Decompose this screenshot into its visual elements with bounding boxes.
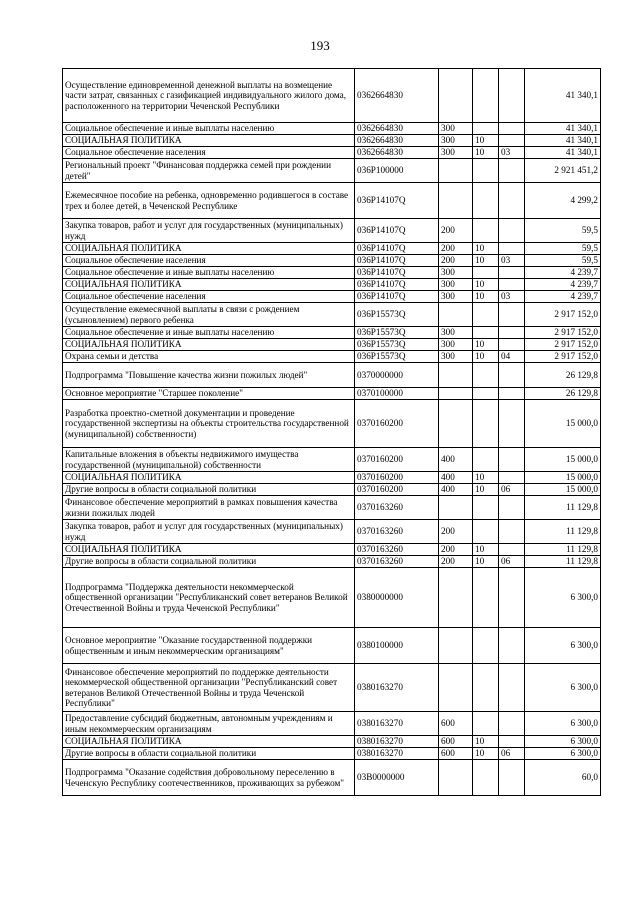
row-amount: 26 129,8	[525, 388, 601, 400]
row-section	[473, 568, 499, 628]
row-section	[473, 183, 499, 219]
row-amount: 6 300,0	[525, 748, 601, 760]
row-code: 03В0000000	[355, 760, 439, 796]
row-code: 036P14107Q	[355, 267, 439, 279]
row-name: Региональный проект "Финансовая поддержка семей при рождении детей"	[63, 159, 355, 183]
row-expense-group: 300	[439, 267, 473, 279]
row-subsection	[499, 303, 525, 327]
row-expense-group	[439, 664, 473, 712]
row-subsection	[499, 400, 525, 448]
row-amount: 11 129,8	[525, 496, 601, 520]
row-code: 0370160200	[355, 484, 439, 496]
row-subsection	[499, 279, 525, 291]
row-amount: 15 000,0	[525, 400, 601, 448]
row-amount: 4 239,7	[525, 279, 601, 291]
table-row	[63, 496, 601, 520]
row-subsection	[499, 123, 525, 135]
row-expense-group: 300	[439, 279, 473, 291]
row-name: СОЦИАЛЬНАЯ ПОЛИТИКА	[63, 243, 355, 255]
row-name: Социальное обеспечение населения	[63, 255, 355, 267]
table-row	[63, 544, 601, 556]
row-amount: 59,5	[525, 243, 601, 255]
row-subsection	[499, 243, 525, 255]
row-amount: 4 239,7	[525, 291, 601, 303]
row-code: 0370160200	[355, 448, 439, 472]
row-code: 0370163260	[355, 496, 439, 520]
row-section	[473, 327, 499, 339]
row-name: Другие вопросы в области социальной политики	[63, 484, 355, 496]
row-subsection	[499, 327, 525, 339]
row-expense-group	[439, 183, 473, 219]
row-section: 10	[473, 147, 499, 159]
row-code: 0380163270	[355, 748, 439, 760]
row-section: 10	[473, 736, 499, 748]
row-amount: 41 340,1	[525, 69, 601, 123]
row-expense-group: 300	[439, 135, 473, 147]
row-section: 10	[473, 243, 499, 255]
row-name: Подпрограмма "Оказание содействия добровольному переселению в Чеченскую Республику соотечественников, проживающих за рубежом"	[63, 760, 355, 796]
row-section	[473, 123, 499, 135]
table-row	[63, 303, 601, 327]
row-code: 036P15573Q	[355, 303, 439, 327]
row-name: Социальное обеспечение и иные выплаты населению	[63, 327, 355, 339]
row-section: 10	[473, 351, 499, 363]
row-code: 036P14107Q	[355, 255, 439, 267]
row-section: 10	[473, 748, 499, 760]
row-name: Другие вопросы в области социальной политики	[63, 748, 355, 760]
row-expense-group	[439, 760, 473, 796]
row-amount: 2 917 152,0	[525, 327, 601, 339]
row-amount: 6 300,0	[525, 712, 601, 736]
table-row	[63, 123, 601, 135]
row-subsection: 06	[499, 484, 525, 496]
row-amount: 11 129,8	[525, 544, 601, 556]
row-section: 10	[473, 279, 499, 291]
row-subsection	[499, 219, 525, 243]
row-code: 036P14107Q	[355, 243, 439, 255]
row-expense-group	[439, 69, 473, 123]
row-name: Охрана семьи и детства	[63, 351, 355, 363]
row-expense-group: 600	[439, 712, 473, 736]
row-name: Осуществление единовременной денежной выплаты на возмещение части затрат, связанных с газификацией индивидуального жилого дома, расположенного на территории Чеченской Республики	[63, 69, 355, 123]
row-amount: 60,0	[525, 760, 601, 796]
row-section	[473, 69, 499, 123]
row-name: СОЦИАЛЬНАЯ ПОЛИТИКА	[63, 544, 355, 556]
row-expense-group: 200	[439, 556, 473, 568]
row-name: СОЦИАЛЬНАЯ ПОЛИТИКА	[63, 736, 355, 748]
row-amount: 2 917 152,0	[525, 351, 601, 363]
row-code: 0380100000	[355, 628, 439, 664]
row-amount: 11 129,8	[525, 556, 601, 568]
row-subsection	[499, 496, 525, 520]
row-expense-group	[439, 400, 473, 448]
row-subsection	[499, 183, 525, 219]
row-section	[473, 628, 499, 664]
row-name: Разработка проектно-сметной документации и проведение государственной экспертизы на объекты строительства государственной (муниципальной) собственности)	[63, 400, 355, 448]
row-expense-group	[439, 388, 473, 400]
row-subsection: 03	[499, 291, 525, 303]
row-expense-group: 200	[439, 255, 473, 267]
row-code: 0380163270	[355, 736, 439, 748]
row-name: СОЦИАЛЬНАЯ ПОЛИТИКА	[63, 135, 355, 147]
table-row	[63, 351, 601, 363]
row-name: Основное мероприятие "Оказание государственной поддержки общественным и иным некоммерческим организациям"	[63, 628, 355, 664]
table-row	[63, 520, 601, 544]
row-name: СОЦИАЛЬНАЯ ПОЛИТИКА	[63, 472, 355, 484]
row-name: Финансовое обеспечение мероприятий по поддержке деятельности некоммерческой общественной организации "Республиканский совет ветеранов Великой Отечественной Войны и труда Чеченской Республики"	[63, 664, 355, 712]
row-subsection	[499, 159, 525, 183]
row-name: СОЦИАЛЬНАЯ ПОЛИТИКА	[63, 339, 355, 351]
row-section: 10	[473, 255, 499, 267]
row-subsection	[499, 388, 525, 400]
table-row	[63, 472, 601, 484]
row-name: Ежемесячное пособие на ребенка, одновременно родившегося в составе трех и более детей, в Чеченской Республике	[63, 183, 355, 219]
row-section	[473, 303, 499, 327]
row-name: Закупка товаров, работ и услуг для государственных (муниципальных) нужд	[63, 520, 355, 544]
row-section	[473, 400, 499, 448]
row-code: 0370163260	[355, 520, 439, 544]
row-expense-group	[439, 363, 473, 388]
row-amount: 41 340,1	[525, 135, 601, 147]
row-amount: 2 917 152,0	[525, 339, 601, 351]
row-expense-group: 300	[439, 123, 473, 135]
table-row	[63, 400, 601, 448]
row-subsection	[499, 760, 525, 796]
row-subsection	[499, 520, 525, 544]
row-expense-group	[439, 303, 473, 327]
row-name: Осуществление ежемесячной выплаты в связи с рождением (усыновлением) первого ребенка	[63, 303, 355, 327]
row-subsection	[499, 448, 525, 472]
row-code: 036P14107Q	[355, 279, 439, 291]
table-row	[63, 159, 601, 183]
row-name: Подпрограмма "Повышение качества жизни пожилых людей"	[63, 363, 355, 388]
row-code: 0380163270	[355, 664, 439, 712]
table-row	[63, 448, 601, 472]
budget-table-body	[63, 69, 601, 796]
row-amount: 41 340,1	[525, 123, 601, 135]
row-subsection	[499, 135, 525, 147]
row-code: 0370100000	[355, 388, 439, 400]
row-amount: 11 129,8	[525, 520, 601, 544]
table-row	[63, 484, 601, 496]
row-section: 10	[473, 472, 499, 484]
row-amount: 6 300,0	[525, 568, 601, 628]
row-amount: 6 300,0	[525, 736, 601, 748]
row-subsection	[499, 69, 525, 123]
row-amount: 59,5	[525, 219, 601, 243]
row-expense-group: 200	[439, 243, 473, 255]
row-expense-group: 400	[439, 484, 473, 496]
row-code: 0370160200	[355, 472, 439, 484]
table-row	[63, 147, 601, 159]
row-code: 036P14107Q	[355, 219, 439, 243]
row-expense-group: 300	[439, 147, 473, 159]
row-code: 0362664830	[355, 69, 439, 123]
row-amount: 15 000,0	[525, 448, 601, 472]
row-amount: 15 000,0	[525, 484, 601, 496]
row-expense-group: 200	[439, 544, 473, 556]
row-section: 10	[473, 544, 499, 556]
table-row	[63, 279, 601, 291]
row-section: 10	[473, 339, 499, 351]
row-name: Капитальные вложения в объекты недвижимого имущества государственной (муниципальной) собственности	[63, 448, 355, 472]
row-name: Подпрограмма "Поддержка деятельности некоммерческой общественной организации "Республиканский совет ветеранов Великой Отечественной Войны и труда Чеченской Республики"	[63, 568, 355, 628]
row-subsection	[499, 339, 525, 351]
table-row	[63, 69, 601, 123]
row-amount: 2 921 451,2	[525, 159, 601, 183]
row-code: 036P14107Q	[355, 183, 439, 219]
row-code: 036P15573Q	[355, 351, 439, 363]
row-name: Другие вопросы в области социальной политики	[63, 556, 355, 568]
row-section	[473, 496, 499, 520]
row-expense-group: 400	[439, 472, 473, 484]
row-code: 0370163260	[355, 556, 439, 568]
row-code: 0370163260	[355, 544, 439, 556]
row-subsection	[499, 363, 525, 388]
row-subsection: 06	[499, 748, 525, 760]
row-name: Закупка товаров, работ и услуг для государственных (муниципальных) нужд	[63, 219, 355, 243]
row-code: 036P15573Q	[355, 339, 439, 351]
row-expense-group: 300	[439, 351, 473, 363]
table-row	[63, 556, 601, 568]
row-amount: 6 300,0	[525, 664, 601, 712]
row-amount: 59,5	[525, 255, 601, 267]
row-amount: 15 000,0	[525, 472, 601, 484]
row-section: 10	[473, 135, 499, 147]
row-name: Основное мероприятие "Старшее поколение"	[63, 388, 355, 400]
row-subsection	[499, 664, 525, 712]
table-row	[63, 748, 601, 760]
table-row	[63, 339, 601, 351]
row-subsection: 04	[499, 351, 525, 363]
row-expense-group	[439, 568, 473, 628]
table-row	[63, 267, 601, 279]
row-subsection	[499, 544, 525, 556]
row-section	[473, 520, 499, 544]
budget-table	[62, 68, 601, 796]
row-section	[473, 712, 499, 736]
table-row	[63, 291, 601, 303]
row-subsection: 03	[499, 255, 525, 267]
row-code: 0370000000	[355, 363, 439, 388]
row-code: 0362664830	[355, 123, 439, 135]
row-expense-group	[439, 628, 473, 664]
row-name: СОЦИАЛЬНАЯ ПОЛИТИКА	[63, 279, 355, 291]
row-section: 10	[473, 556, 499, 568]
row-code: 0380000000	[355, 568, 439, 628]
row-section	[473, 448, 499, 472]
row-expense-group: 600	[439, 736, 473, 748]
row-section: 10	[473, 291, 499, 303]
row-subsection: 03	[499, 147, 525, 159]
page-number: 193	[310, 38, 330, 53]
table-row	[63, 664, 601, 712]
row-subsection	[499, 736, 525, 748]
row-expense-group	[439, 159, 473, 183]
table-row	[63, 183, 601, 219]
row-section: 10	[473, 484, 499, 496]
row-subsection: 06	[499, 556, 525, 568]
row-code: 0362664830	[355, 147, 439, 159]
row-code: 0370160200	[355, 400, 439, 448]
row-subsection	[499, 628, 525, 664]
table-row	[63, 628, 601, 664]
row-name: Социальное обеспечение населения	[63, 291, 355, 303]
row-name: Финансовое обеспечение мероприятий в рамках повышения качества жизни пожилых людей	[63, 496, 355, 520]
row-subsection	[499, 568, 525, 628]
row-section	[473, 664, 499, 712]
row-amount: 26 129,8	[525, 363, 601, 388]
row-section	[473, 159, 499, 183]
row-expense-group: 200	[439, 520, 473, 544]
row-expense-group: 300	[439, 327, 473, 339]
row-expense-group: 300	[439, 339, 473, 351]
row-section	[473, 760, 499, 796]
table-row	[63, 135, 601, 147]
table-row	[63, 568, 601, 628]
row-amount: 4 239,7	[525, 267, 601, 279]
row-name: Социальное обеспечение и иные выплаты населению	[63, 123, 355, 135]
row-amount: 41 340,1	[525, 147, 601, 159]
table-row	[63, 712, 601, 736]
row-name: Предоставление субсидий бюджетным, автономным учреждениям и иным некоммерческим организациям	[63, 712, 355, 736]
row-code: 0362664830	[355, 135, 439, 147]
row-subsection	[499, 712, 525, 736]
row-expense-group	[439, 496, 473, 520]
table-row	[63, 760, 601, 796]
table-row	[63, 327, 601, 339]
row-code: 036P15573Q	[355, 327, 439, 339]
row-name: Социальное обеспечение и иные выплаты населению	[63, 267, 355, 279]
row-code: 036P100000	[355, 159, 439, 183]
table-row	[63, 243, 601, 255]
row-expense-group: 600	[439, 748, 473, 760]
table-row	[63, 255, 601, 267]
row-section	[473, 267, 499, 279]
table-row	[63, 736, 601, 748]
row-expense-group: 300	[439, 291, 473, 303]
row-code: 036P14107Q	[355, 291, 439, 303]
row-expense-group: 400	[439, 448, 473, 472]
row-amount: 4 299,2	[525, 183, 601, 219]
row-section	[473, 388, 499, 400]
row-subsection	[499, 267, 525, 279]
row-code: 0380163270	[355, 712, 439, 736]
row-section	[473, 363, 499, 388]
table-row	[63, 363, 601, 388]
row-name: Социальное обеспечение населения	[63, 147, 355, 159]
row-amount: 2 917 152,0	[525, 303, 601, 327]
table-row	[63, 388, 601, 400]
row-section	[473, 219, 499, 243]
row-subsection	[499, 472, 525, 484]
row-expense-group: 200	[439, 219, 473, 243]
table-row	[63, 219, 601, 243]
row-amount: 6 300,0	[525, 628, 601, 664]
